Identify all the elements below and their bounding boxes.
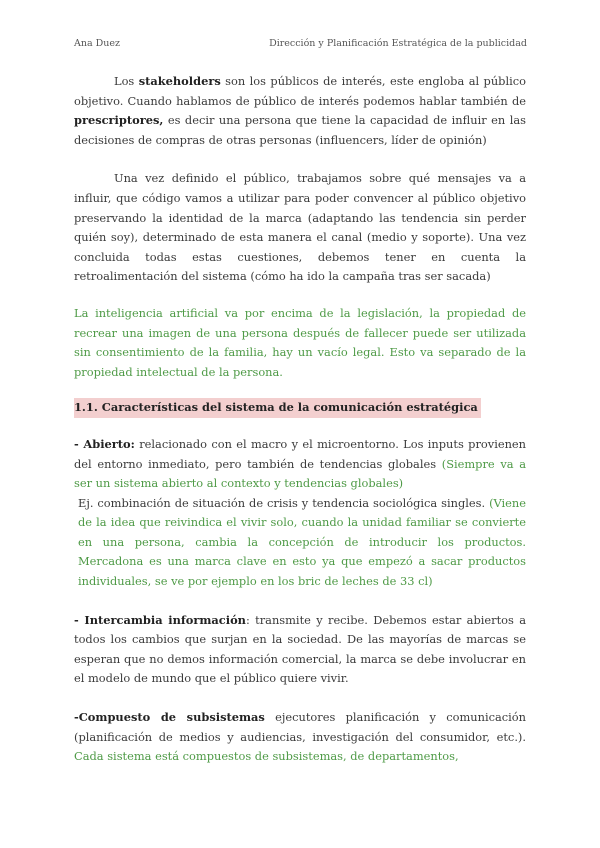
text-run: relacionado con el macro y el microentorno. Los inputs provienen del entorno inmediato, pero también de tendencias globales (74, 436, 526, 471)
item-title-compuesto: Compuesto de subsistemas (78, 710, 265, 725)
text-run: ejecutores planificación y comunicación (planificación de medios y audiencias, investigación del consumidor, etc.). (74, 710, 527, 744)
item-title-abierto: Abierto: (83, 436, 135, 451)
text-run: Ej. combinación de situación de crisis y tendencia sociológica singles. (78, 495, 490, 510)
text-run: Los (114, 74, 139, 88)
item-intercambia (74, 611, 526, 689)
note-compuesto: Cada sistema está compuestos de subsistemas, de departamentos, (74, 749, 459, 764)
paragraph-ia-note: La inteligencia artificial va por encima de la legislación, la propiedad de recrear una imagen de una persona después de fallecer puede ser utilizada sin consentimiento de la familia, hay un vacío legal. Esto va separado de la propiedad intelectual de la persona. (74, 305, 526, 379)
text-run: es decir una persona que tiene la capacidad de influir en las decisiones de compras de otras personas (influencers, líder de opinión) (74, 113, 526, 147)
section-heading: 1.1. Características del sistema de la comunicación estratégica (74, 398, 481, 418)
header-author: Ana Duez (74, 38, 121, 49)
text-run: : transmite y recibe. Debemos estar abiertos a todos los cambios que surjan en la sociedad. De las mayorías de marcas se esperan que no demos información comercial, la marca se debe involucrar en el modelo de mundo que el público quiere vivir. (74, 612, 527, 686)
item-title-intercambia: Intercambia información (84, 612, 246, 627)
note-example: (Viene de la idea que reivindica el vivir solo, cuando la unidad familiar se convierte en una persona, cambia la concepción de introducir los productos. Mercadona es una marca clave en esto ya que empezó a sacar productos individuales, se ve por ejemplo en los bric de leches de 33 cl) (78, 495, 526, 589)
note-abierto: (Siempre va a ser un sistema abierto al contexto y tendencias globales) (74, 456, 526, 491)
paragraph-publico: Una vez definido el público, trabajamos sobre qué mensajes va a influir, que código vamos a utilizar para poder convencer al público objetivo preservando la identidad de la marca (adaptando las tendencia sin perder quién soy), determinado de esta manera el canal (medio y soporte). Una vez concluida todas estas cuestiones, debemos tener en cuenta la retroalimentación del sistema (cómo ha ido la campaña tras ser sacada) (74, 171, 526, 284)
term-prescriptores: prescriptores, (74, 113, 164, 128)
header-subject: Dirección y Planificación Estratégica de la publicidad (269, 38, 527, 49)
term-stakeholders: stakeholders (138, 74, 221, 88)
bullet-dash: - (74, 710, 79, 725)
item-compuesto (74, 708, 526, 767)
document-body (74, 72, 526, 767)
item-example (74, 494, 526, 592)
paragraph-stakeholders (74, 72, 526, 150)
text-run: son los públicos de interés, este engloba al público objetivo. Cuando hablamos de público de interés podemos hablar también de (74, 74, 526, 108)
bullet-dash: - (74, 612, 85, 627)
bullet-dash: - (74, 436, 84, 451)
item-abierto (74, 435, 526, 494)
